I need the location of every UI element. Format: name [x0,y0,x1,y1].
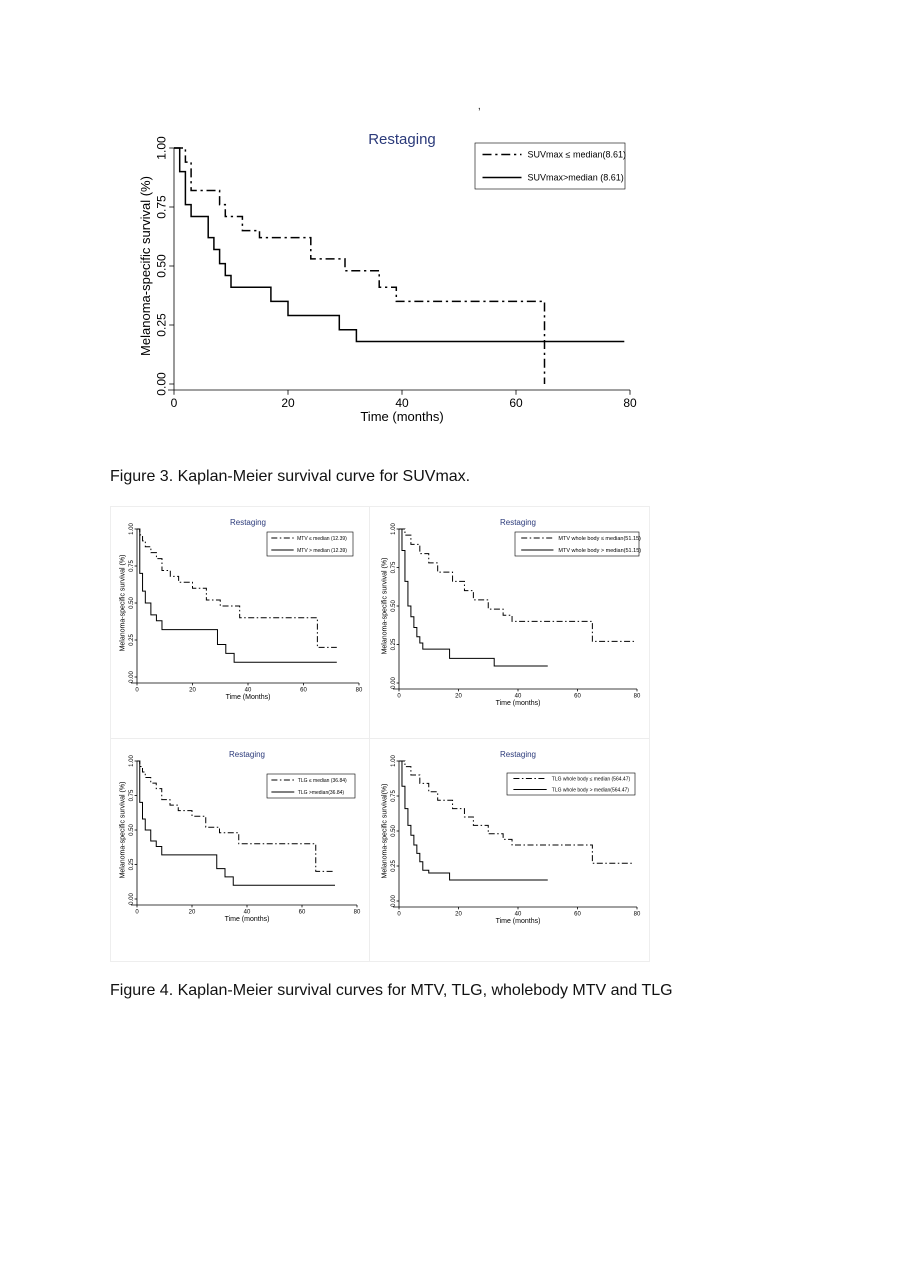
legend-entry-2: SUVmax>median (8.61) [527,172,624,183]
x-tick-label: 0 [170,395,178,410]
x-tick-label: 60 [300,687,307,694]
x-tick-label: 20 [455,693,462,700]
tlg-wholebody-survival-chart [371,739,649,961]
y-axis-label: Melanoma-specific survival (%) [381,557,389,655]
x-tick-label: 60 [574,693,581,700]
x-tick-label: 80 [633,693,641,700]
y-tick-label: 0.25 [154,313,169,337]
figure-4-divider-vertical [369,507,370,961]
y-tick-label: 0.00 [154,372,169,396]
y-tick-label: 0.75 [390,790,397,802]
x-tick-label: 40 [244,687,252,694]
x-tick-label: 20 [281,395,295,410]
x-tick-label: 80 [623,395,637,410]
x-axis-label: Time (months) [224,916,270,924]
chart-title: Restaging [229,518,267,527]
y-tick-label: 0.50 [390,825,397,837]
y-axis-label: Melanoma-specific survival (%) [119,554,127,652]
x-tick-label: 40 [395,395,409,410]
figure-4-grid [110,506,650,962]
figure-3-caption: Figure 3. Kaplan-Meier survival curve for SUVmax. [110,468,471,485]
y-tick-label: 0.00 [390,677,397,689]
y-tick-label: 0.50 [154,254,169,278]
y-tick-label: 1.00 [128,523,135,535]
chart-title: Restaging [499,518,537,527]
x-tick-label: 20 [455,911,462,918]
x-axis-label: Time (Months) [225,694,271,702]
y-tick-label: 0.00 [128,671,135,683]
legend-entry-1: TLG whole body ≤ median (564.47) [551,776,631,783]
figure-3 [118,112,646,442]
x-tick-label: 0 [135,909,139,916]
legend-entry-1: TLG ≤ median (36.84) [297,777,347,784]
legend-entry-1: SUVmax ≤ median(8.61) [527,149,626,160]
x-tick-label: 80 [633,911,641,918]
figure-4-caption: Figure 4. Kaplan-Meier survival curves for MTV, TLG, wholebody MTV and TLG [110,982,673,999]
y-tick-label: 0.75 [390,561,397,574]
y-tick-label: 0.75 [128,560,135,572]
legend-entry-1: MTV whole body ≤ median(51.15) [558,535,641,542]
y-tick-label: 0.25 [390,638,397,651]
legend-entry-2: TLG whole body > median(564.47) [551,787,629,794]
y-tick-label: 1.00 [154,136,169,160]
x-tick-label: 20 [189,687,196,694]
x-tick-label: 80 [353,909,361,916]
y-tick-label: 0.50 [390,600,397,612]
x-tick-label: 80 [355,687,363,694]
x-tick-label: 20 [188,909,196,916]
chart-title: Restaging [368,131,436,148]
mtv-wholebody-survival-chart [371,507,649,737]
y-tick-label: 0.50 [128,824,135,836]
x-tick-label: 40 [514,911,522,918]
x-tick-label: 40 [243,909,251,916]
y-tick-label: 0.00 [128,893,135,905]
x-axis-label: Time (months) [495,918,541,926]
chart-title: Restaging [499,750,537,759]
y-axis-label: Melanoma-specific survival (%) [138,176,153,356]
y-tick-label: 0.25 [128,634,135,646]
tlg-survival-chart [111,739,369,961]
y-tick-label: 0.25 [390,860,397,872]
y-tick-label: 0.75 [128,789,135,802]
y-tick-label: 0.25 [128,858,135,871]
x-tick-label: 40 [514,693,522,700]
y-axis-label: Melanoma-specific survival (%) [119,781,127,879]
y-tick-label: 0.50 [128,597,135,609]
stray-mark: ‚ [478,98,481,112]
mtv-survival-chart [111,507,369,737]
y-tick-label: 0.75 [154,195,169,219]
legend-entry-2: MTV whole body > median(51.15) [558,547,642,554]
chart-title: Restaging [228,750,266,759]
x-tick-label: 0 [397,693,401,700]
x-tick-label: 60 [509,395,523,410]
x-tick-label: 0 [397,911,401,918]
suvmax-survival-chart [118,112,646,442]
y-tick-label: 1.00 [390,755,397,767]
legend-entry-1: MTV ≤ median (12.39) [297,535,347,542]
x-axis-label: Time (months) [495,700,541,708]
y-tick-label: 0.00 [390,895,397,907]
y-tick-label: 1.00 [390,523,397,535]
x-tick-label: 60 [574,911,581,918]
x-axis-label: Time (months) [360,409,444,425]
legend-entry-2: TLG >median(36.84) [297,789,345,796]
y-tick-label: 1.00 [128,755,135,767]
x-tick-label: 0 [135,687,139,694]
legend-entry-2: MTV > median (12.39) [297,547,347,554]
y-axis-label: Melanoma-specific survival(%) [381,783,389,879]
x-tick-label: 60 [298,909,306,916]
